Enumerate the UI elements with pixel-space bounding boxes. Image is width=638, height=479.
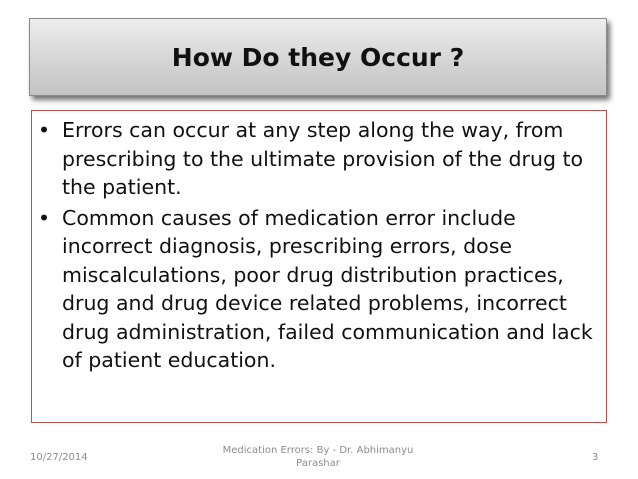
- footer-presenter: [218, 444, 418, 470]
- slide-content-box: [31, 110, 607, 423]
- footer-presenter-line2: Parashar: [296, 458, 340, 469]
- page-number: 3: [592, 452, 599, 463]
- footer-date: 10/27/2014: [30, 452, 88, 463]
- slide-title-box: [29, 18, 607, 96]
- slide-title: How Do they Occur ?: [171, 42, 465, 72]
- bullet-dot-icon: •: [38, 118, 51, 142]
- bullet-item: [38, 204, 600, 375]
- bullet-list: [38, 116, 600, 375]
- footer-presenter-line1: Medication Errors: By - Dr. Abhimanyu: [222, 445, 414, 456]
- bullet-text: Common causes of medication error include incorrect diagnosis, prescribing errors, dose miscalculations, poor drug distribution practices, drug and drug device related problems, incorrect drug administration, failed communication and lack of patient education.: [62, 205, 593, 372]
- bullet-text: Errors can occur at any step along the way, from prescribing to the ultimate provision of the drug to the patient.: [62, 118, 584, 199]
- bullet-dot-icon: •: [38, 205, 51, 230]
- bullet-item: [38, 116, 600, 202]
